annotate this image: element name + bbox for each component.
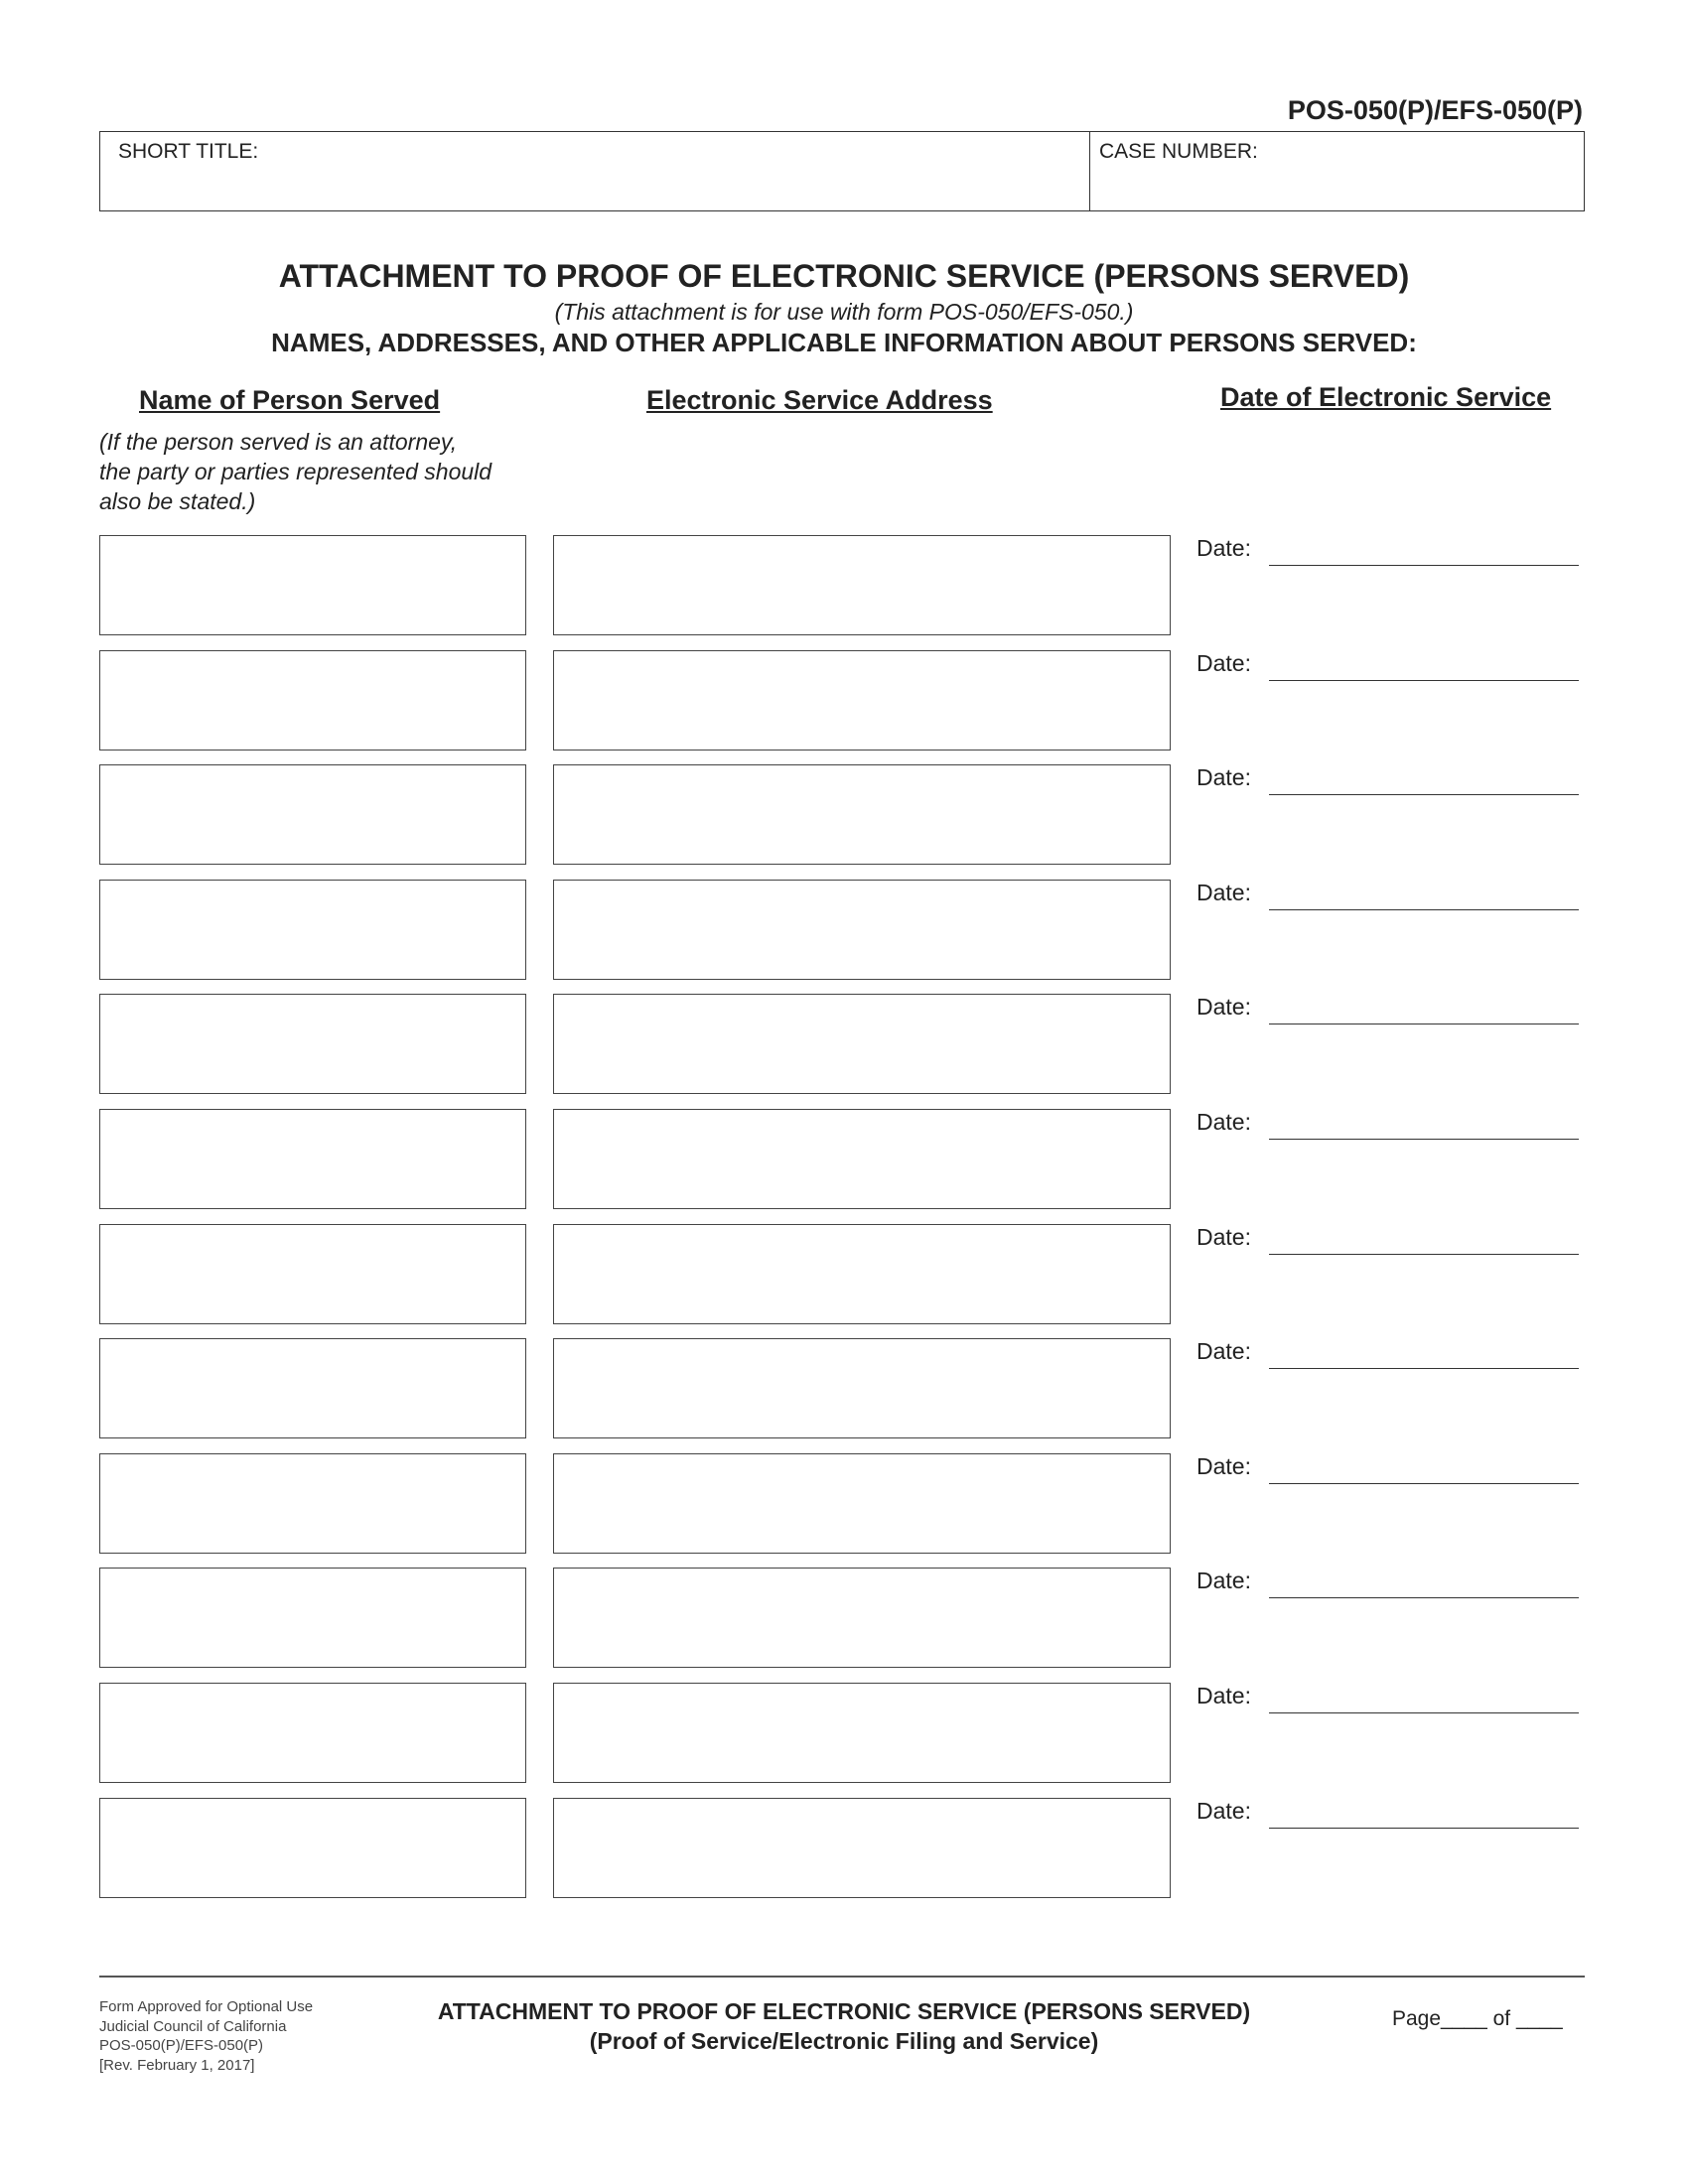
name-served-field[interactable]	[99, 650, 526, 751]
column-heading-address: Electronic Service Address	[646, 385, 993, 415]
form-title: ATTACHMENT TO PROOF OF ELECTRONIC SERVICE (PERSONS SERVED)	[278, 258, 1410, 294]
case-number-label: CASE NUMBER:	[1099, 140, 1258, 163]
electronic-address-field[interactable]	[553, 535, 1171, 635]
name-served-field[interactable]	[99, 1683, 526, 1783]
name-served-field[interactable]	[99, 1338, 526, 1438]
date-label: Date:	[1196, 1683, 1251, 1708]
footer-title: ATTACHMENT TO PROOF OF ELECTRONIC SERVICE (PERSONS SERVED)	[437, 1998, 1251, 2024]
date-label: Date:	[1196, 1797, 1251, 1824]
name-served-field[interactable]	[99, 994, 526, 1094]
footer-info-line: Form Approved for Optional Use	[99, 1998, 314, 2015]
column-heading-name: Name of Person Served	[139, 385, 441, 415]
form-subtitle: (This attachment is for use with form POS-050/EFS-050.)	[554, 299, 1134, 325]
name-note	[99, 427, 492, 516]
name-served-field[interactable]	[99, 1224, 526, 1324]
date-field[interactable]	[1269, 680, 1579, 681]
date-field[interactable]	[1269, 794, 1579, 795]
note-line: the party or parties represented should	[99, 459, 492, 484]
date-label: Date:	[1196, 994, 1251, 1021]
name-served-field[interactable]	[99, 880, 526, 980]
date-label: Date:	[1196, 764, 1251, 791]
date-field[interactable]	[1269, 1483, 1579, 1484]
date-label: Date:	[1196, 1452, 1251, 1479]
electronic-address-field[interactable]	[553, 1109, 1171, 1209]
date-field[interactable]	[1269, 1139, 1579, 1140]
date-field[interactable]	[1269, 909, 1579, 910]
footer-info-line: POS-050(P)/EFS-050(P)	[99, 2037, 264, 2054]
note-line: (If the person served is an attorney,	[99, 429, 458, 455]
date-field[interactable]	[1269, 1712, 1579, 1713]
electronic-address-field[interactable]	[553, 650, 1171, 751]
short-title-label: SHORT TITLE:	[118, 140, 259, 163]
date-field[interactable]	[1269, 1597, 1579, 1598]
date-label: Date:	[1196, 1568, 1251, 1594]
name-served-field[interactable]	[99, 1453, 526, 1554]
footer-info-line: Judicial Council of California	[99, 2017, 287, 2035]
electronic-address-field[interactable]	[553, 1568, 1171, 1668]
date-field[interactable]	[1269, 565, 1579, 566]
name-served-field[interactable]	[99, 1109, 526, 1209]
electronic-address-field[interactable]	[553, 1683, 1171, 1783]
date-label: Date:	[1196, 649, 1251, 676]
electronic-address-field[interactable]	[553, 1338, 1171, 1438]
electronic-address-field[interactable]	[553, 1224, 1171, 1324]
footer-form-info	[99, 1997, 313, 2075]
date-label: Date:	[1196, 879, 1251, 905]
date-field[interactable]	[1269, 1254, 1579, 1255]
date-field[interactable]	[1269, 1828, 1579, 1829]
footer-divider	[99, 1976, 1585, 1978]
date-label: Date:	[1196, 1223, 1251, 1250]
name-served-field[interactable]	[99, 764, 526, 865]
electronic-address-field[interactable]	[553, 1453, 1171, 1554]
column-heading-date: Date of Electronic Service	[1220, 382, 1552, 412]
footer-info-line: [Rev. February 1, 2017]	[99, 2056, 255, 2074]
page-number-field[interactable]: Page____ of ____	[1392, 2007, 1563, 2030]
note-line: also be stated.)	[99, 488, 256, 514]
header-box	[99, 131, 1585, 211]
date-label: Date:	[1196, 535, 1251, 561]
electronic-address-field[interactable]	[553, 880, 1171, 980]
footer-subtitle: (Proof of Service/Electronic Filing and Service)	[589, 2028, 1099, 2054]
name-served-field[interactable]	[99, 535, 526, 635]
electronic-address-field[interactable]	[553, 764, 1171, 865]
name-served-field[interactable]	[99, 1568, 526, 1668]
section-heading: NAMES, ADDRESSES, AND OTHER APPLICABLE INFORMATION ABOUT PERSONS SERVED:	[271, 328, 1417, 357]
header-divider	[1089, 132, 1090, 210]
form-id: POS-050(P)/EFS-050(P)	[1287, 95, 1583, 125]
electronic-address-field[interactable]	[553, 1798, 1171, 1898]
date-field[interactable]	[1269, 1368, 1579, 1369]
name-served-field[interactable]	[99, 1798, 526, 1898]
date-label: Date:	[1196, 1109, 1251, 1135]
electronic-address-field[interactable]	[553, 994, 1171, 1094]
date-label: Date:	[1196, 1338, 1251, 1365]
